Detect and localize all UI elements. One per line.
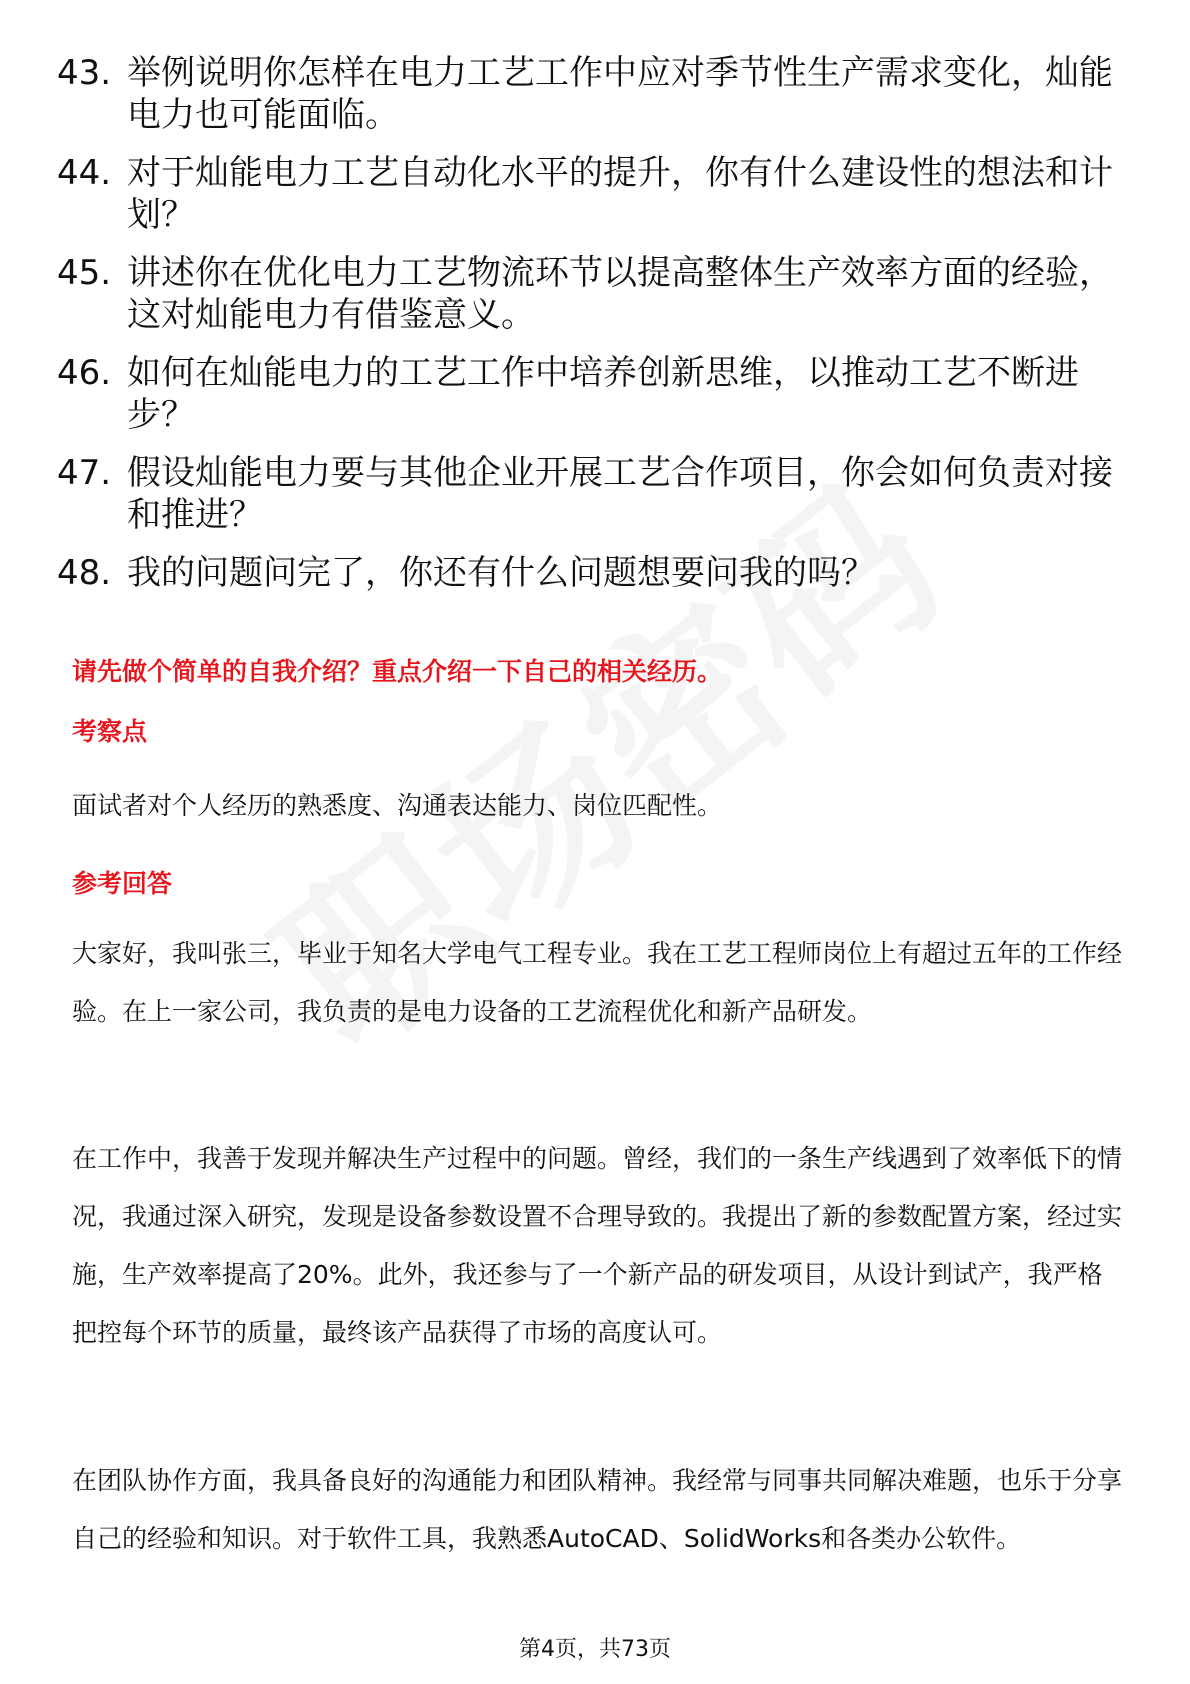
question-text: 如何在灿能电力的工艺工作中培养创新思维，以推动工艺不断进步？ [127,353,1079,435]
question-number: 43. [57,53,112,93]
answer-paragraph: 在团队协作方面，我具备良好的沟通能力和团队精神。我经常与同事共同解决难题，也乐于分享自己的经验和知识。对于软件工具，我熟悉AutoCAD、SolidWorks和各类办公软件。 [72,1466,1123,1553]
question-item [0,352,1190,436]
question-list [0,52,1190,610]
answer-paragraph: 在工作中，我善于发现并解决生产过程中的问题。曾经，我们的一条生产线遇到了效率低下的情况，我通过深入研究，发现是设备参数设置不合理导致的。我提出了新的参数配置方案，经过实施，生产效率提高了20%。此外，我还参与了一个新产品的研发项目，从设计到试产，我严格把控每个环节的质量，最终该产品获得了市场的高度认可。 [72,1144,1123,1347]
question-text: 讲述你在优化电力工艺物流环节以提高整体生产效率方面的经验，这对灿能电力有借鉴意义。 [127,253,1113,335]
question-number: 45. [57,253,112,293]
question-item [0,152,1190,236]
focus-label: 考察点 [72,717,148,746]
question-number: 44. [57,153,112,193]
question-text: 举例说明你怎样在电力工艺工作中应对季节性生产需求变化，灿能电力也可能面临。 [127,53,1113,135]
question-number: 48. [57,553,112,593]
question-number: 46. [57,353,112,393]
question-item [0,452,1190,536]
question-number: 47. [57,453,112,493]
page-footer: 第4页，共73页 [519,1637,671,1662]
question-item [0,552,1190,594]
question-text: 对于灿能电力工艺自动化水平的提升，你有什么建设性的想法和计划？ [127,153,1113,235]
question-text: 我的问题问完了，你还有什么问题想要问我的吗？ [127,553,875,593]
question-item [0,252,1190,336]
main-question-heading: 请先做个简单的自我介绍？重点介绍一下自己的相关经历。 [72,657,723,686]
answer-label: 参考回答 [72,869,173,898]
question-item [0,52,1190,136]
answer-paragraph: 大家好，我叫张三，毕业于知名大学电气工程专业。我在工艺工程师岗位上有超过五年的工作经验。在上一家公司，我负责的是电力设备的工艺流程优化和新产品研发。 [72,939,1123,1026]
question-text: 假设灿能电力要与其他企业开展工艺合作项目，你会如何负责对接和推进？ [127,453,1113,535]
focus-text: 面试者对个人经历的熟悉度、沟通表达能力、岗位匹配性。 [72,791,723,820]
